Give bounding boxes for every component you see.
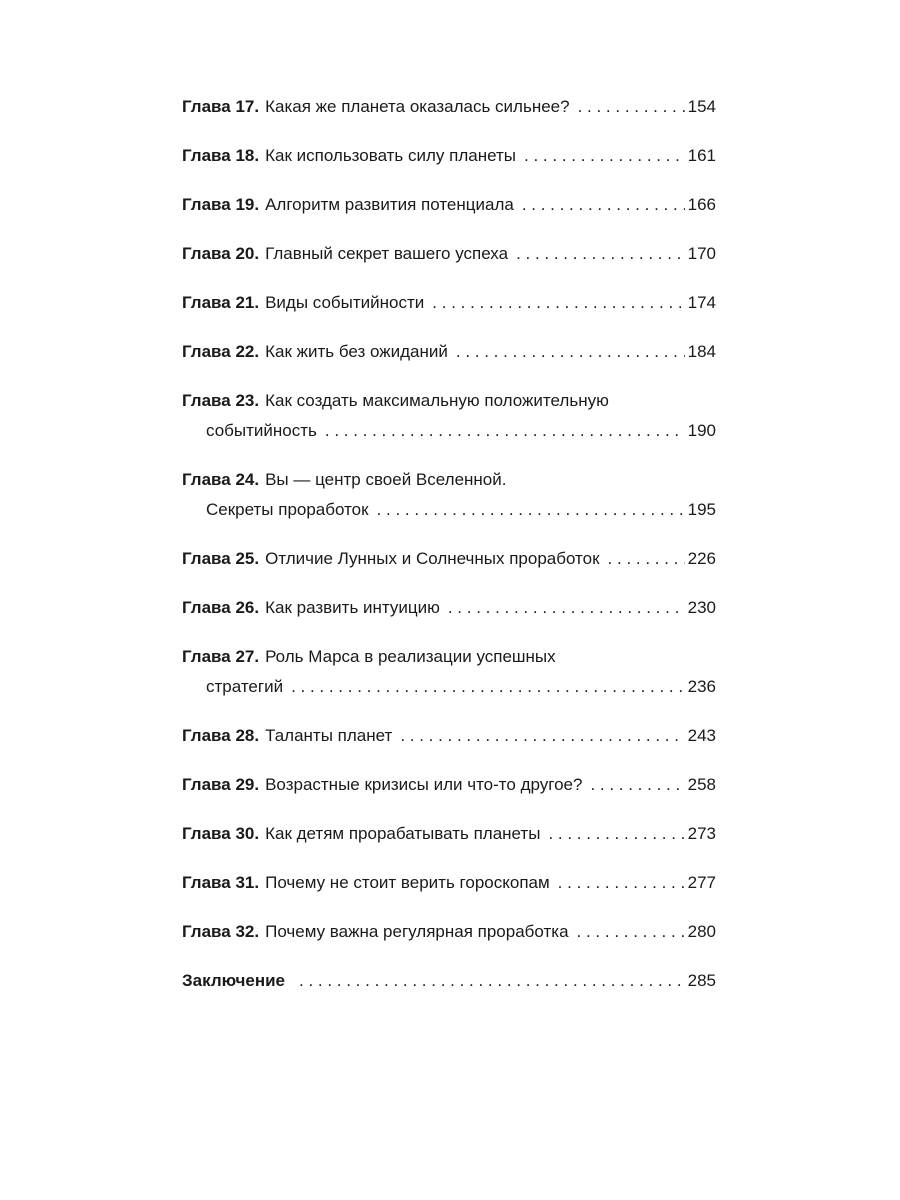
chapter-label: Глава 30. (182, 824, 260, 843)
chapter-label: Глава 19. (182, 195, 260, 214)
chapter-title: Почему важна регулярная проработка (265, 922, 569, 941)
page-number: 273 (687, 824, 716, 843)
chapter-label: Глава 25. (182, 549, 260, 568)
chapter-title-continuation: стратегий (206, 677, 284, 696)
toc-entry-17 (182, 92, 716, 122)
chapter-title: Как создать максимальную положительную (265, 391, 609, 410)
toc-entry-conclusion (182, 966, 716, 996)
dot-leader (522, 190, 685, 220)
chapter-title: Виды событийности (265, 293, 425, 312)
toc-entry-24 (182, 465, 716, 525)
chapter-title: Таланты планет (265, 726, 393, 745)
chapter-label: Глава 24. (182, 470, 260, 489)
chapter-label: Глава 17. (182, 97, 260, 116)
toc-entry-27 (182, 642, 716, 702)
toc-entry-28 (182, 721, 716, 751)
dot-leader (448, 593, 685, 623)
chapter-title: Какая же планета оказалась сильнее? (265, 97, 570, 116)
toc-entry-20 (182, 239, 716, 269)
page-number: 174 (687, 293, 716, 312)
toc-entry-23 (182, 386, 716, 446)
chapter-label: Глава 32. (182, 922, 260, 941)
page-number: 190 (687, 421, 716, 440)
chapter-title: Роль Марса в реализации успешных (265, 647, 556, 666)
dot-leader (400, 721, 684, 751)
chapter-label: Глава 22. (182, 342, 260, 361)
page-number: 195 (687, 500, 716, 519)
toc-entry-21 (182, 288, 716, 318)
dot-leader (299, 966, 685, 996)
page-number: 170 (687, 244, 716, 263)
dot-leader (578, 92, 685, 122)
page-number: 230 (687, 598, 716, 617)
dot-leader (558, 868, 685, 898)
page-number: 285 (687, 971, 716, 990)
chapter-title: Как жить без ожиданий (265, 342, 448, 361)
dot-leader (432, 288, 684, 318)
toc-entry-25 (182, 544, 716, 574)
page-number: 226 (687, 549, 716, 568)
chapter-label: Глава 26. (182, 598, 260, 617)
dot-leader (325, 416, 685, 446)
chapter-label: Глава 29. (182, 775, 260, 794)
toc-entry-31 (182, 868, 716, 898)
page-number: 154 (687, 97, 716, 116)
table-of-contents (182, 92, 716, 1015)
dot-leader (590, 770, 684, 800)
page-number: 243 (687, 726, 716, 745)
page-number: 236 (687, 677, 716, 696)
toc-entry-32 (182, 917, 716, 947)
chapter-title: Вы — центр своей Вселенной. (265, 470, 507, 489)
dot-leader (456, 337, 685, 367)
page-number: 258 (687, 775, 716, 794)
chapter-title: Как использовать силу планеты (265, 146, 517, 165)
toc-entry-22 (182, 337, 716, 367)
toc-entry-18 (182, 141, 716, 171)
chapter-title: Почему не стоит верить гороскопам (265, 873, 550, 892)
page-number: 184 (687, 342, 716, 361)
chapter-title: Алгоритм развития потенциала (265, 195, 514, 214)
chapter-label: Глава 28. (182, 726, 260, 745)
chapter-title-continuation: Секреты проработок (206, 500, 369, 519)
conclusion-label: Заключение (182, 971, 285, 990)
toc-entry-26 (182, 593, 716, 623)
dot-leader (377, 495, 685, 525)
chapter-label: Глава 20. (182, 244, 260, 263)
chapter-title: Главный секрет вашего успеха (265, 244, 509, 263)
dot-leader (291, 672, 685, 702)
dot-leader (516, 239, 685, 269)
chapter-label: Глава 27. (182, 647, 260, 666)
page-number: 277 (687, 873, 716, 892)
page-number: 166 (687, 195, 716, 214)
chapter-label: Глава 23. (182, 391, 260, 410)
chapter-label: Глава 31. (182, 873, 260, 892)
toc-entry-29 (182, 770, 716, 800)
dot-leader (608, 544, 685, 574)
chapter-title: Возрастные кризисы или что-то другое? (265, 775, 583, 794)
toc-entry-30 (182, 819, 716, 849)
chapter-title: Отличие Лунных и Солнечных проработок (265, 549, 600, 568)
chapter-title: Как детям прорабатывать планеты (265, 824, 541, 843)
toc-entry-19 (182, 190, 716, 220)
chapter-title-continuation: событийность (206, 421, 317, 440)
dot-leader (577, 917, 685, 947)
chapter-label: Глава 18. (182, 146, 260, 165)
dot-leader (548, 819, 684, 849)
page-number: 161 (687, 146, 716, 165)
page-number: 280 (687, 922, 716, 941)
chapter-title: Как развить интуицию (265, 598, 440, 617)
dot-leader (524, 141, 685, 171)
chapter-label: Глава 21. (182, 293, 260, 312)
